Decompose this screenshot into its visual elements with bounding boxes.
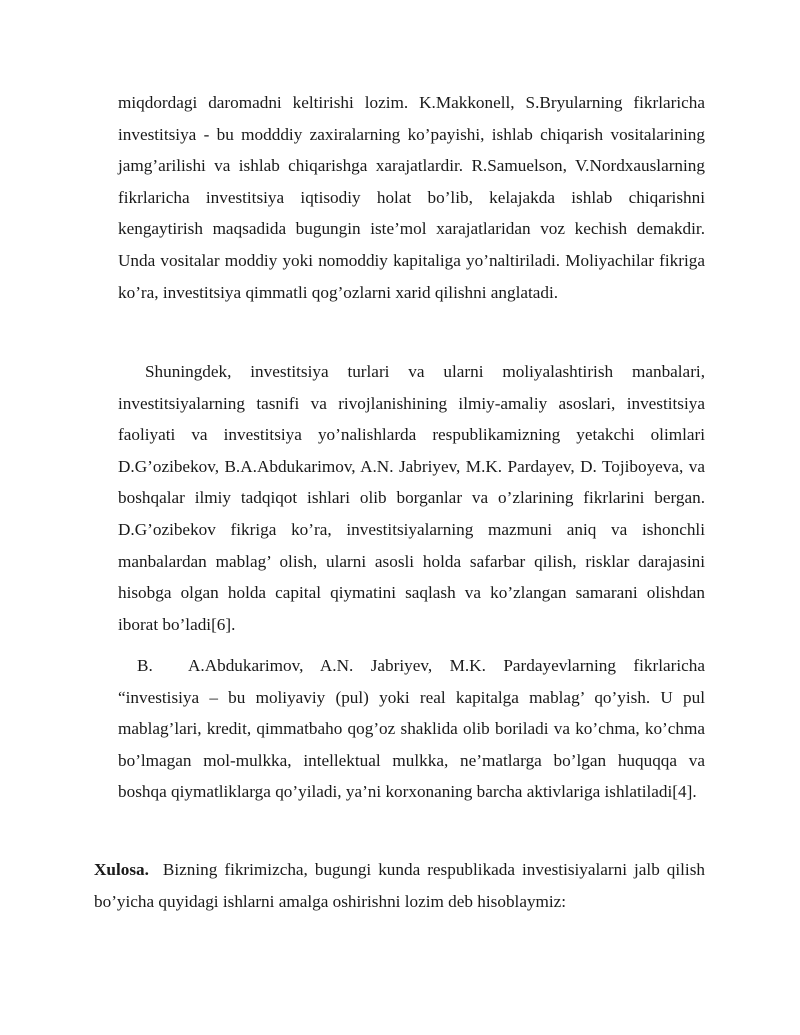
paragraph-2: Shuningdek, investitsiya turlari va ularni moliyalashtirish manbalari, investitsiyalarning tasnifi va rivojlanishining ilmiy-amaliy asoslari, investitsiya faoliyati va investitsiya yo’nalishlarda respublikamizning yetakchi olimlari D.G’ozibekov, B.A.Abdukarimov, A.N. Jabriyev, M.K. Pardayev, D. Tojiboyeva, va boshqalar ilmiy tadqiqot ishlari olib borganlar va o’zlarining fikrlarini bergan. D.G’ozibekov fikriga ko’ra, investitsiyalarning mazmuni aniq va ishonchli manbalardan mablag’ olish, ularni asosli holda safarbar qilish, risklar darajasini hisobga olgan holda capital qiymatini saqlash va ko’zlangan samarani olishdan iborat bo’ladi[6]. [118, 362, 705, 634]
paragraph-1: miqdordagi daromadni keltirishi lozim. K.Makkonell, S.Bryularning fikrlaricha investitsiya - bu modddiy zaxiralarning ko’payishi, ishlab chiqarish vositalarining jamg’arilishi va ishlab chiqarishga xarajatlardir. R.Samuelson, V.Nordxauslarning fikrlaricha investitsiya iqtisodiy holat bo’lib, kelajakda ishlab chiqarishni kengaytirish maqsadida bugungin iste’mol xarajatlaridan voz kechish demakdir. Unda vositalar moddiy yoki nomoddiy kapitaliga yo’naltiriladi. Moliyachilar fikriga ko’ra, investitsiya qimmatli qog’ozlarni xarid qilishni anglatadi. [118, 93, 705, 302]
conclusion-label: Xulosa. [94, 860, 149, 879]
paragraph-3-marker: B. [137, 656, 153, 675]
conclusion-text: Bizning fikrimizcha, bugungi kunda respublikada investisiyalarni jalb qilish bo’yicha quyidagi ishlarni amalga oshirishni lozim deb hisoblaymiz: [94, 860, 705, 911]
paragraph-3 [118, 650, 705, 808]
conclusion-paragraph [94, 854, 705, 917]
paragraph-3-text: A.Abdukarimov, A.N. Jabriyev, M.K. Pardayevlarning fikrlaricha “investisiya – bu moliyaviy (pul) yoki real kapitalga mablag’ qo’yish. U pul mablag’lari, kredit, qimmatbaho qog’oz shaklida olib boriladi va ko’chma, ko’chma bo’lmagan mol-mulkka, intellektual mulkka, ne’matlarga bo’lgan huquqqa va boshqa qiymatliklarga qo’yiladi, ya’ni korxonaning barcha aktivlariga ishlatiladi[4]. [118, 656, 705, 802]
